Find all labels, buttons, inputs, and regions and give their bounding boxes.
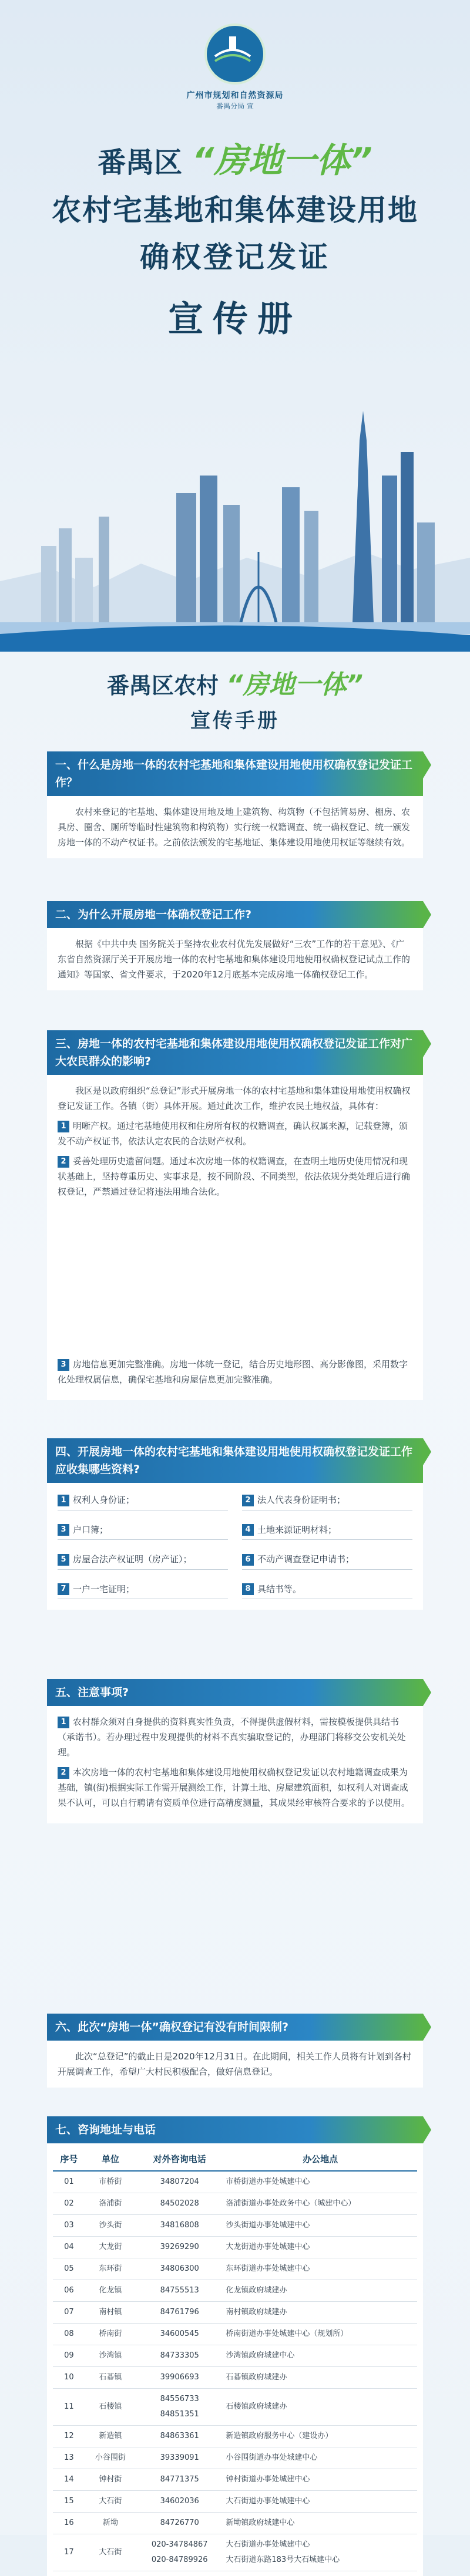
section-1-text: 农村来登记的宅基地、集体建设用地及地上建筑物、构筑物（不包括简易房、棚房、农具房、圈舍、厕所等临时性建筑物和构筑物）实行统一权籍调查、统一确权登记、统一颁发房地一体的不动产权证书。之前依法颁发的宅基地证、集体建设用地使用权证等继续有效。 xyxy=(58,807,411,848)
section-5-body xyxy=(47,1706,423,1823)
row-address: 洛浦街道办事处政务中心（城建中心） xyxy=(223,2193,417,2215)
row-phone: 020-34784867 020-84789926 xyxy=(136,2534,223,2571)
item-number: 3 xyxy=(58,1524,69,1536)
row-unit: 大石街 xyxy=(85,2534,136,2571)
row-number: 07 xyxy=(53,2302,85,2324)
row-unit: 沙湾镇 xyxy=(85,2345,136,2367)
row-unit: 桥南街 xyxy=(85,2324,136,2345)
section-4-title: 四、开展房地一体的农村宅基地和集体建设用地使用权确权登记发证工作应收集哪些资料? xyxy=(47,1438,423,1483)
row-unit: 沙头街 xyxy=(85,2215,136,2237)
item-number: 2 xyxy=(58,1156,69,1168)
row-phone: 34600545 xyxy=(136,2324,223,2345)
row-address: 钟村街道办事处城建中心 xyxy=(223,2469,417,2491)
item-number: 2 xyxy=(242,1495,254,1506)
org-sub: 番禺分局 宣 xyxy=(216,102,254,110)
row-address: 新坳镇政府城建中心 xyxy=(223,2513,417,2534)
row-phone: 84556733 84851351 xyxy=(136,2389,223,2426)
row-number: 09 xyxy=(53,2345,85,2367)
row-number: 03 xyxy=(53,2215,85,2237)
table-row xyxy=(53,2426,417,2447)
item-text: 本次房地一体的农村宅基地和集体建设用地使用权确权登记发证以农村地籍调查成果为基础，镇(街)根据实际工作需开展测绘工作，计算土地、房屋建筑面积，如权利人对调查成果不认可，可以自行聘请有资质单位进行高精度测量，其成果经审核符合要求的予以使用。 xyxy=(58,1767,411,1808)
section-2-body xyxy=(47,928,423,990)
title-line-3: 确权登记发证 xyxy=(140,240,330,274)
section-7 xyxy=(47,2116,423,2576)
table-row xyxy=(53,2469,417,2491)
item-number: 2 xyxy=(58,1767,69,1779)
material-item xyxy=(242,1553,412,1570)
contact-table xyxy=(53,2148,417,2571)
col-header: 序号 xyxy=(53,2148,85,2171)
row-unit: 市桥街 xyxy=(85,2171,136,2193)
title-highlight: “房地一体” xyxy=(192,140,372,180)
table-row xyxy=(53,2345,417,2367)
item-number: 8 xyxy=(242,1583,254,1595)
material-item xyxy=(242,1493,412,1510)
title-line-4: 宣传册 xyxy=(168,299,302,340)
material-item xyxy=(242,1583,412,1600)
row-unit: 化龙镇 xyxy=(85,2280,136,2302)
table-header-row xyxy=(53,2148,417,2171)
row-phone: 39339091 xyxy=(136,2447,223,2469)
table-row xyxy=(53,2258,417,2280)
section-6-title: 六、此次“房地一体”确权登记有没有时间限制? xyxy=(47,2014,423,2041)
row-phone: 84733305 xyxy=(136,2345,223,2367)
row-address: 大石街道办事处城建中心 xyxy=(223,2491,417,2513)
org-name: 广州市规划和自然资源局 xyxy=(186,91,284,100)
title-line-1 xyxy=(0,133,470,182)
row-phone: 34806300 xyxy=(136,2258,223,2280)
section-6-body xyxy=(47,2041,423,2088)
item-text: 法人代表身份证明书； xyxy=(257,1495,346,1505)
handbook-title xyxy=(0,663,470,733)
section-3-intro: 我区是以政府组织“总登记”形式开展房地一体的农村宅基地和集体建设用地使用权确权登记发证工作。各镇（街）具体开展。通过此次工作，维护农民土地权益，具体有： xyxy=(58,1085,411,1111)
table-row xyxy=(53,2280,417,2302)
table-row xyxy=(53,2513,417,2534)
contact-table-body xyxy=(53,2171,417,2571)
row-unit: 石碁镇 xyxy=(85,2367,136,2389)
section-6 xyxy=(47,2014,423,2088)
item-number: 4 xyxy=(242,1524,254,1536)
row-number: 16 xyxy=(53,2513,85,2534)
section-5-item xyxy=(58,1714,412,1760)
item-text: 妥善处理历史遗留问题。通过本次房地一体的权籍调查，在查明土地历史使用情况和现状基础上，坚持尊重历史、实事求是，按不同阶段、不同类型，依法依规分类处理后进行确权登记，严禁通过登记将违法用地合法化。 xyxy=(58,1156,411,1197)
row-phone: 84863361 xyxy=(136,2426,223,2447)
table-row xyxy=(53,2447,417,2469)
table-row xyxy=(53,2193,417,2215)
item-number: 1 xyxy=(58,1495,69,1506)
row-unit: 洛浦街 xyxy=(85,2193,136,2215)
item-text: 户口簿； xyxy=(73,1524,109,1535)
row-phone: 39906693 xyxy=(136,2367,223,2389)
section-1-body xyxy=(47,796,423,858)
row-address: 小谷围街道办事处城建中心 xyxy=(223,2447,417,2469)
row-address: 沙头街道办事处城建中心 xyxy=(223,2215,417,2237)
city-skyline-illustration xyxy=(0,405,470,652)
col-header: 办公地点 xyxy=(223,2148,417,2171)
cover-title xyxy=(0,133,470,342)
title-prefix: 番禺区 xyxy=(98,146,183,179)
row-number: 12 xyxy=(53,2426,85,2447)
item-number: 5 xyxy=(58,1554,69,1566)
row-address: 大龙街道办事处城建中心 xyxy=(223,2237,417,2258)
row-unit: 新坳 xyxy=(85,2513,136,2534)
handbook-highlight: “房地一体” xyxy=(226,670,363,700)
decorative-spacer xyxy=(58,1204,412,1357)
row-number: 01 xyxy=(53,2171,85,2193)
bureau-logo-icon xyxy=(204,23,266,85)
table-row xyxy=(53,2491,417,2513)
table-row xyxy=(53,2534,417,2571)
section-4 xyxy=(47,1438,423,1610)
row-phone: 39269290 xyxy=(136,2237,223,2258)
material-item xyxy=(58,1493,228,1510)
row-phone: 84761796 xyxy=(136,2302,223,2324)
section-5-title: 五、注意事项? xyxy=(47,1679,423,1706)
handbook-line-1 xyxy=(0,663,470,701)
section-2 xyxy=(47,901,423,990)
row-address: 桥南街道办事处城建中心（规划所） xyxy=(223,2324,417,2345)
row-address: 石碁镇政府城建办 xyxy=(223,2367,417,2389)
row-number: 10 xyxy=(53,2367,85,2389)
col-header: 单位 xyxy=(85,2148,136,2171)
row-phone: 34807204 xyxy=(136,2171,223,2193)
row-unit: 东环街 xyxy=(85,2258,136,2280)
section-3-item xyxy=(58,1154,412,1199)
item-text: 农村群众须对自身提供的资料真实性负责，不得提供虚假材料，需按模板提供具结书（承诺书）。若办理过程中发现提供的材料不真实骗取登记的，办理部门将移交公安机关处理。 xyxy=(58,1717,406,1758)
row-address: 南村镇政府城建办 xyxy=(223,2302,417,2324)
row-unit: 大石街 xyxy=(85,2491,136,2513)
table-row xyxy=(53,2324,417,2345)
table-row xyxy=(53,2302,417,2324)
section-5 xyxy=(47,1679,423,1823)
row-phone: 84755513 xyxy=(136,2280,223,2302)
item-number: 1 xyxy=(58,1121,69,1132)
row-address: 沙湾镇政府城建中心 xyxy=(223,2345,417,2367)
row-unit: 南村镇 xyxy=(85,2302,136,2324)
item-text: 不动产调查登记申请书； xyxy=(257,1554,355,1565)
section-7-title: 七、咨询地址与电话 xyxy=(47,2116,423,2143)
row-number: 17 xyxy=(53,2534,85,2571)
table-row xyxy=(53,2215,417,2237)
section-1 xyxy=(47,751,423,858)
section-1-title: 一、什么是房地一体的农村宅基地和集体建设用地使用权确权登记发证工作？ xyxy=(47,751,423,796)
row-phone: 84771375 xyxy=(136,2469,223,2491)
table-row xyxy=(53,2237,417,2258)
item-number: 3 xyxy=(58,1359,69,1371)
handbook-line-2: 宣传手册 xyxy=(190,709,280,733)
section-6-text: 此次“总登记”的截止日是2020年12月31日。在此期间，相关工作人员将有计划到各村开展调查工作，希望广大村民积极配合，做好信息登记。 xyxy=(58,2051,411,2077)
row-unit: 新造镇 xyxy=(85,2426,136,2447)
row-phone: 34602036 xyxy=(136,2491,223,2513)
item-number: 7 xyxy=(58,1583,69,1595)
row-number: 14 xyxy=(53,2469,85,2491)
row-address: 大石街道办事处城建中心 大石街道东路183号大石城建中心 xyxy=(223,2534,417,2571)
row-phone: 84502028 xyxy=(136,2193,223,2215)
row-number: 05 xyxy=(53,2258,85,2280)
row-address: 石楼镇政府城建办 xyxy=(223,2389,417,2426)
row-address: 市桥街道办事处城建中心 xyxy=(223,2171,417,2193)
row-number: 04 xyxy=(53,2237,85,2258)
row-unit: 大龙街 xyxy=(85,2237,136,2258)
item-text: 房屋合法产权证明（房产证）； xyxy=(73,1554,192,1565)
section-2-title: 二、为什么开展房地一体确权登记工作? xyxy=(47,901,423,928)
table-row xyxy=(53,2171,417,2193)
row-phone: 34816808 xyxy=(136,2215,223,2237)
row-number: 13 xyxy=(53,2447,85,2469)
table-row xyxy=(53,2389,417,2426)
item-text: 房地信息更加完整准确。房地一体统一登记，结合历史地形图、高分影像图，采用数字化处理权属信息，确保宅基地和房屋信息更加完整准确。 xyxy=(58,1359,408,1385)
material-item xyxy=(58,1523,228,1540)
title-line-2: 农村宅基地和集体建设用地 xyxy=(52,193,418,227)
row-number: 08 xyxy=(53,2324,85,2345)
material-item xyxy=(58,1553,228,1570)
item-text: 具结书等。 xyxy=(257,1583,302,1594)
section-3-body xyxy=(47,1075,423,1400)
section-3-title: 三、房地一体的农村宅基地和集体建设用地使用权确权登记发证工作对广大农民群众的影响? xyxy=(47,1030,423,1075)
material-item xyxy=(58,1583,228,1600)
row-unit: 石楼镇 xyxy=(85,2389,136,2426)
item-text: 权利人身份证； xyxy=(73,1495,135,1505)
row-unit: 钟村街 xyxy=(85,2469,136,2491)
material-item xyxy=(242,1523,412,1540)
handbook-prefix: 番禺区农村 xyxy=(107,673,219,699)
section-5-item xyxy=(58,1765,412,1810)
section-3 xyxy=(47,1030,423,1400)
row-address: 东环街道办事处城建中心 xyxy=(223,2258,417,2280)
row-number: 15 xyxy=(53,2491,85,2513)
materials-list xyxy=(47,1483,423,1610)
item-number: 1 xyxy=(58,1717,69,1728)
row-number: 06 xyxy=(53,2280,85,2302)
col-header: 对外咨询电话 xyxy=(136,2148,223,2171)
item-text: 土地来源证明材料； xyxy=(257,1524,337,1535)
row-address: 新造镇政府服务中心（建设办） xyxy=(223,2426,417,2447)
item-number: 6 xyxy=(242,1554,254,1566)
section-2-text: 根据《中共中央 国务院关于坚持农业农村优先发展做好“三农”工作的若干意见》、《广东省自然资源厅关于开展房地一体的农村宅基地和集体建设用地使用权确权登记试点工作的通知》等国家、省文件要求，于2020年12月底基本完成房地一体确权登记工作。 xyxy=(58,939,411,980)
row-unit: 小谷围街 xyxy=(85,2447,136,2469)
section-3-item xyxy=(58,1118,412,1149)
item-text: 一户一宅证明； xyxy=(73,1583,135,1594)
row-number: 11 xyxy=(53,2389,85,2426)
row-phone: 84726770 xyxy=(136,2513,223,2534)
table-row xyxy=(53,2367,417,2389)
section-3-item xyxy=(58,1357,412,1387)
logo-block xyxy=(0,23,470,111)
item-text: 明晰产权。通过宅基地使用权和住房所有权的权籍调查，确认权属来源，记载登簿，颁发不动产权证书，依法认定农民的合法财产权利。 xyxy=(58,1121,408,1147)
section-7-body xyxy=(47,2143,423,2576)
row-number: 02 xyxy=(53,2193,85,2215)
row-address: 化龙镇政府城建办 xyxy=(223,2280,417,2302)
